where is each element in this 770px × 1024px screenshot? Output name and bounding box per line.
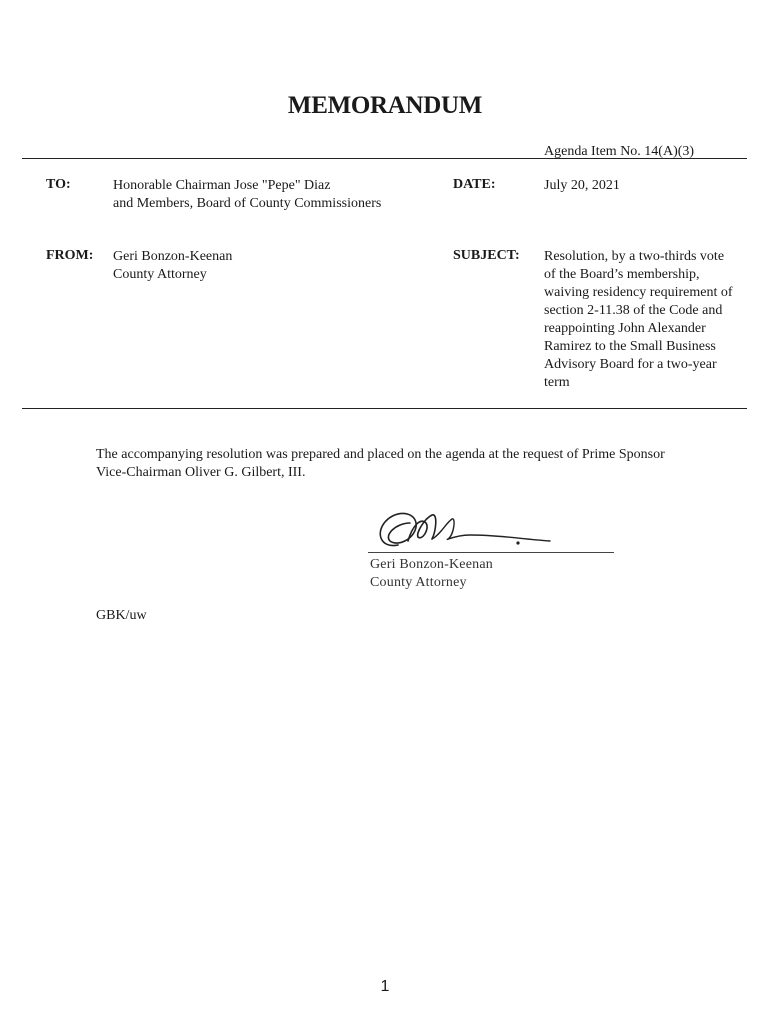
- subject-line: Advisory Board for a two-year: [544, 357, 717, 372]
- from-label: FROM:: [46, 248, 94, 263]
- from-line: Geri Bonzon-Keenan: [113, 249, 233, 264]
- subject-label: SUBJECT:: [453, 248, 520, 263]
- to-line: and Members, Board of County Commissioners: [113, 196, 382, 211]
- date-value: July 20, 2021: [544, 178, 620, 193]
- page-number: 1: [380, 978, 390, 995]
- signature-block: [370, 556, 493, 592]
- subject-line: reappointing John Alexander: [544, 321, 706, 336]
- body-divider: [22, 408, 747, 409]
- signature-line: [368, 552, 614, 553]
- to-line: Honorable Chairman Jose "Pepe" Diaz: [113, 178, 331, 193]
- signer-title: County Attorney: [370, 575, 467, 590]
- body-paragraph: [96, 446, 736, 482]
- signer-name: Geri Bonzon-Keenan: [370, 557, 493, 572]
- from-line: County Attorney: [113, 267, 207, 282]
- to-label: TO:: [46, 177, 71, 192]
- memo-title: MEMORANDUM: [287, 92, 483, 119]
- subject-line: waiving residency requirement of: [544, 285, 733, 300]
- reference-initials: GBK/uw: [96, 608, 147, 623]
- agenda-item-number: Agenda Item No. 14(A)(3): [544, 144, 695, 159]
- subject-line: section 2-11.38 of the Code and: [544, 303, 723, 318]
- body-line: The accompanying resolution was prepared and placed on the agenda at the request of Prime Sponsor: [96, 447, 665, 462]
- date-label: DATE:: [453, 177, 496, 192]
- subject-text: [544, 248, 756, 392]
- from-sender: [113, 248, 413, 284]
- to-recipients: [113, 177, 443, 213]
- subject-line: of the Board’s membership,: [544, 267, 700, 282]
- subject-line: Resolution, by a two-thirds vote: [544, 249, 725, 264]
- header-divider: [22, 158, 747, 159]
- subject-line: term: [544, 375, 570, 390]
- body-line: Vice-Chairman Oliver G. Gilbert, III.: [96, 465, 306, 480]
- subject-line: Ramirez to the Small Business: [544, 339, 716, 354]
